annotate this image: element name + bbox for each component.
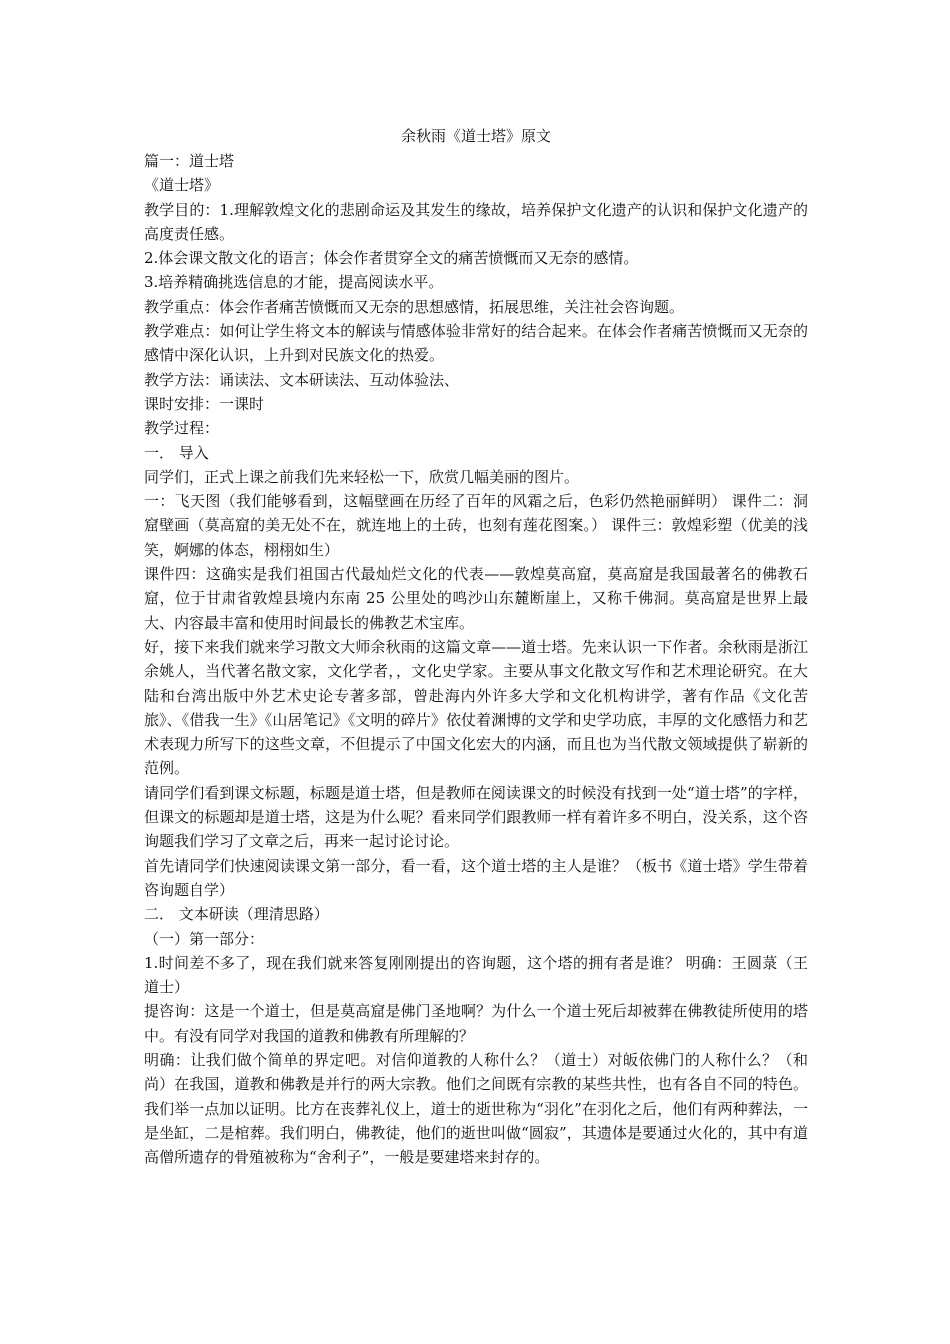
paragraph: 好，接下来我们就来学习散文大师余秋雨的这篇文章——道士塔。先来认识一下作者。余秋雨是浙江余姚人，当代著名散文家，文化学者，，文化史学家。主要从事文化散文写作和艺术理论研究。在大陆和台湾出版中外艺术史论专著多部，曾赴海内外许多大学和文化机构讲学，著有作品《文化苦旅》、《借我一生》《山居笔记》《文明的碎片》依仗着渊博的文学和史学功底，丰厚的文化感悟力和艺术表现力所写下的这些文章，不但提示了中国文化宏大的内涵，而且也为当代散文领域提供了崭新的范例。 xyxy=(144,637,808,778)
paragraph: 一：飞天图（我们能够看到，这幅壁画在历经了百年的风霜之后，色彩仍然艳丽鲜明） 课件二：洞窟壁画（莫高窟的美无处不在，就连地上的土砖，也刻有莲花图案。） 课件三：敦煌彩塑（优美的浅笑，婀娜的体态，栩栩如生） xyxy=(144,492,808,559)
paragraph: 教学重点：体会作者痛苦愤慨而又无奈的思想感情，拓展思维，关注社会咨询题。 xyxy=(144,297,685,316)
paragraph: 提咨询：这是一个道士，但是莫高窟是佛门圣地啊？为什么一个道士死后却被葬在佛教徒所使用的塔中。有没有同学对我国的道教和佛教有所理解的？ xyxy=(144,1002,808,1045)
paragraph: 教学目的：1.理解敦煌文化的悲剧命运及其发生的缘故，培养保护文化遗产的认识和保护文化遗产的高度责任感。 xyxy=(144,200,808,243)
paragraph: 《道士塔》 xyxy=(144,176,220,195)
document-title: 余秋雨《道士塔》原文 xyxy=(400,127,551,145)
paragraph: 明确：让我们做个简单的界定吧。对信仰道教的人称什么？（道士）对皈依佛门的人称什么？（和尚）在我国，道教和佛教是并行的两大宗教。他们之间既有宗教的某些共性，也有各自不同的特色。我们举一点加以证明。比方在丧葬礼仪上，道士的逝世称为“羽化”在羽化之后，他们有两种葬法，一是坐缸，二是棺葬。我们明白，佛教徒，他们的逝世叫做“圆寂”，其遗体是要通过火化的，其中有道高僧所遗存的骨殖被称为“舍利子”，一般是要建塔来封存的。 xyxy=(144,1050,808,1167)
paragraph: 课件四：这确实是我们祖国古代最灿烂文化的代表——敦煌莫高窟，莫高窟是我国最著名的佛教石窟，位于甘肃省敦煌县境内东南 25 公里处的鸣沙山东麓断崖上，又称千佛洞。莫高窟是世界上最大、内容最丰富和使用时间最长的佛教艺术宝库。 xyxy=(144,565,808,632)
paragraph: 二． 文本研读（理清思路） xyxy=(144,905,329,924)
paragraph: 首先请同学们快速阅读课文第一部分，看一看，这个道士塔的主人是谁？（板书《道士塔》学生带着咨询题自学） xyxy=(144,856,808,899)
paragraph: 3.培养精确挑选信息的才能，提高阅读水平。 xyxy=(144,273,444,292)
paragraph: （一）第一部分： xyxy=(144,929,265,948)
paragraph: 请同学们看到课文标题，标题是道士塔，但是教师在阅读课文的时候没有找到一处“道士塔”的字样，但课文的标题却是道士塔，这是为什么呢？看来同学们跟教师一样有着许多不明白，没关系，这个咨询题我们学习了文章之后，再来一起讨论讨论。 xyxy=(144,783,808,851)
paragraph: 教学方法：诵读法、文本研读法、互动体验法、 xyxy=(144,370,460,389)
paragraph: 篇一：道士塔 xyxy=(144,152,235,170)
paragraph: 教学过程： xyxy=(144,419,220,438)
document-page xyxy=(144,124,808,1169)
document-body xyxy=(144,149,808,1169)
paragraph: 1.时间差不多了，现在我们就来答复刚刚提出的咨询题，这个塔的拥有者是谁？ 明确：王圆菉（王道士） xyxy=(144,953,808,997)
paragraph: 教学难点：如何让学生将文本的解读与情感体验非常好的结合起来。在体会作者痛苦愤慨而又无奈的感情中深化认识，上升到对民族文化的热爱。 xyxy=(144,322,808,365)
paragraph: 一． 导入 xyxy=(144,443,209,462)
paragraph: 课时安排：一课时 xyxy=(144,394,265,413)
paragraph: 2.体会课文散文化的语言；体会作者贯穿全文的痛苦愤慨而又无奈的感情。 xyxy=(144,249,639,268)
paragraph: 同学们，正式上课之前我们先来轻松一下，欣赏几幅美丽的图片。 xyxy=(144,467,580,486)
